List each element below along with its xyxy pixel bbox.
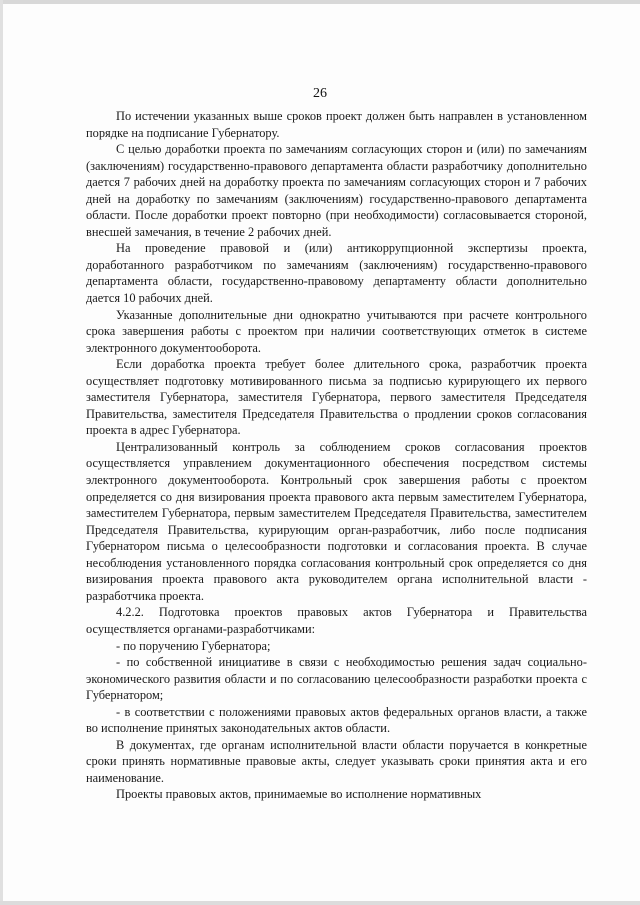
scan-edge-left <box>0 0 3 905</box>
document-body <box>86 108 587 803</box>
page-number: 26 <box>313 86 327 101</box>
list-item: - по собственной инициативе в связи с необходимостью решения задач социально-экономического развития области и по согласованию целесообразности разработки проекта с Губернатором; <box>86 655 587 703</box>
paragraph: По истечении указанных выше сроков проект должен быть направлен в установленном порядке на подписание Губернатору. <box>86 109 587 140</box>
paragraph: Централизованный контроль за соблюдением сроков согласования проектов осуществляется управлением документационного обеспечения посредством системы электронного документооборота. Контрольный срок завершения работы с проектом определяется со дня визирования проекта правового акта первым заместителем Губернатора, заместителем Губернатора, первым заместителем Председателя Правительства, заместителем Председателя Правительства, курирующим орган-разработчик, либо после подписания Губернатором письма о целесообразности подготовки и согласования проекта. В случае несоблюдения установленного порядка согласования контрольный срок определяется со дня визирования проекта правового акта руководителем органа исполнительной власти - разработчика проекта. <box>86 439 587 603</box>
paragraph: В документах, где органам исполнительной власти области поручается в конкретные сроки принять нормативные правовые акты, следует указывать сроки принятия акта и его наименование. <box>86 737 587 785</box>
paragraph: 4.2.2. Подготовка проектов правовых актов Губернатора и Правительства осуществляется органами-разработчиками: <box>86 605 587 636</box>
scan-edge-bottom <box>0 901 640 905</box>
list-item: - по поручению Губернатора; <box>116 638 271 653</box>
paragraph: С целью доработки проекта по замечаниям согласующих сторон и (или) по замечаниям (заключениям) государственно-правового департамента области разработчику дополнительно дается 7 рабочих дней на доработку проекта по замечаниям согласующих сторон и 7 рабочих дней на доработку по замечаниям (заключениям) государственно-правового департамента области. После доработки проект повторно (при необходимости) согласовывается стороной, внесшей замечания, в течение 2 рабочих дней. <box>86 142 587 239</box>
paragraph: Если доработка проекта требует более длительного срока, разработчик проекта осуществляет подготовку мотивированного письма за подписью курирующего их первого заместителя Губернатора, заместителя Губернатора, первого заместителя Председателя Правительства, заместителя Председателя Правительства о продлении сроков согласования проекта в адрес Губернатора. <box>86 357 587 438</box>
paragraph: Проекты правовых актов, принимаемые во исполнение нормативных <box>116 787 482 802</box>
scan-edge-top <box>0 0 640 4</box>
paragraph: На проведение правовой и (или) антикоррупционной экспертизы проекта, доработанного разработчиком по замечаниям (заключениям) государственно-правового департамента области, государственно-правовому департаменту области дополнительно дается 10 рабочих дней. <box>86 241 587 306</box>
paragraph: Указанные дополнительные дни однократно учитываются при расчете контрольного срока завершения работы с проектом при наличии соответствующих отметок в системе электронного документооборота. <box>86 307 587 355</box>
list-item: - в соответствии с положениями правовых актов федеральных органов власти, а также во исполнение принятых законодательных актов области. <box>86 704 587 736</box>
